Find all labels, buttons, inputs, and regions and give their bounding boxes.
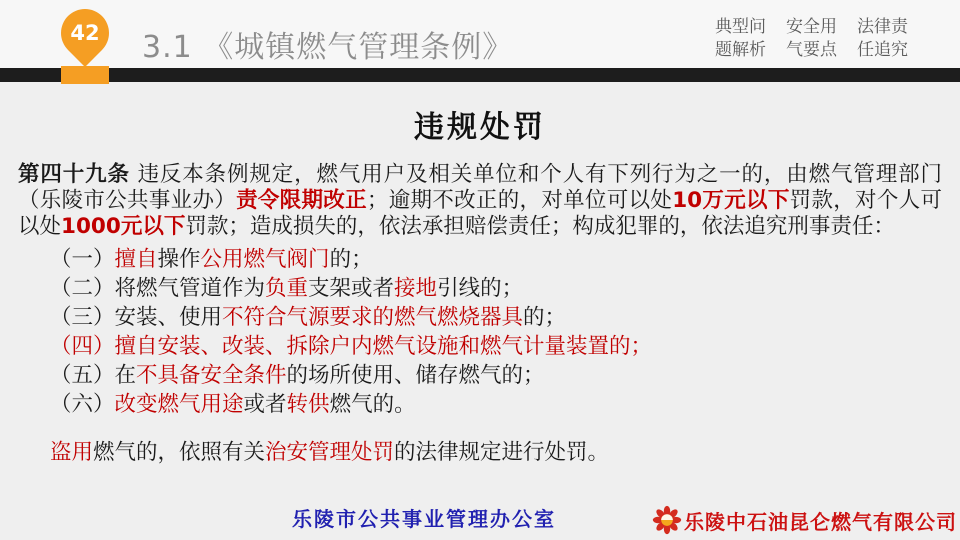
nav-item-safety-points[interactable]: 安全用 气要点	[786, 17, 837, 60]
footer-org-right	[652, 505, 957, 535]
page-number: 42	[70, 21, 100, 45]
list-item-4: （四）擅自安装、改装、拆除户内燃气设施和燃气计量装置的；	[50, 334, 653, 359]
violation-list	[50, 245, 942, 419]
page-title: 违规处罚	[414, 110, 546, 145]
list-item-1: （一）擅自操作公用燃气阀门的；	[50, 247, 373, 272]
petrochina-sunburst-icon	[652, 505, 682, 535]
footer-org-right-name: 乐陵中石油昆仑燃气有限公司	[684, 509, 957, 534]
article-49-paragraph: 第四十九条 违反本条例规定，燃气用户及相关单位和个人有下列行为之一的，由燃气管理部门（乐陵市公共事业办）责令限期改正；逾期不改正的，对单位可以处10万元以下罚款，对个人可以处1000元以下罚款；造成损失的，依法承担赔偿责任；构成犯罪的，依法追究刑事责任：	[18, 162, 942, 239]
theft-clause: 盗用燃气的，依照有关治安管理处罚的法律规定进行处罚。	[50, 440, 610, 465]
location-pin-icon	[51, 0, 119, 67]
slide-header	[0, 0, 960, 68]
nav-item-typical-problems[interactable]: 典型问 题解析	[715, 17, 766, 60]
section-title: 3.1 《城镇燃气管理条例》	[142, 30, 514, 65]
footer-org-left: 乐陵市公共事业管理办公室	[292, 507, 556, 531]
list-item-3: （三）安装、使用不符合气源要求的燃气燃烧器具的；	[50, 305, 567, 330]
list-item-2: （二）将燃气管道作为负重支架或者接地引线的；	[50, 276, 524, 301]
nav-item-legal-liability[interactable]: 法律责 任追究	[857, 17, 908, 60]
list-item-5: （五）在不具备安全条件的场所使用、储存燃气的；	[50, 363, 545, 388]
list-item-6: （六）改变燃气用途或者转供燃气的。	[50, 392, 416, 417]
header-nav	[715, 16, 908, 62]
slide-body	[0, 82, 960, 540]
divider-bar	[0, 68, 960, 82]
